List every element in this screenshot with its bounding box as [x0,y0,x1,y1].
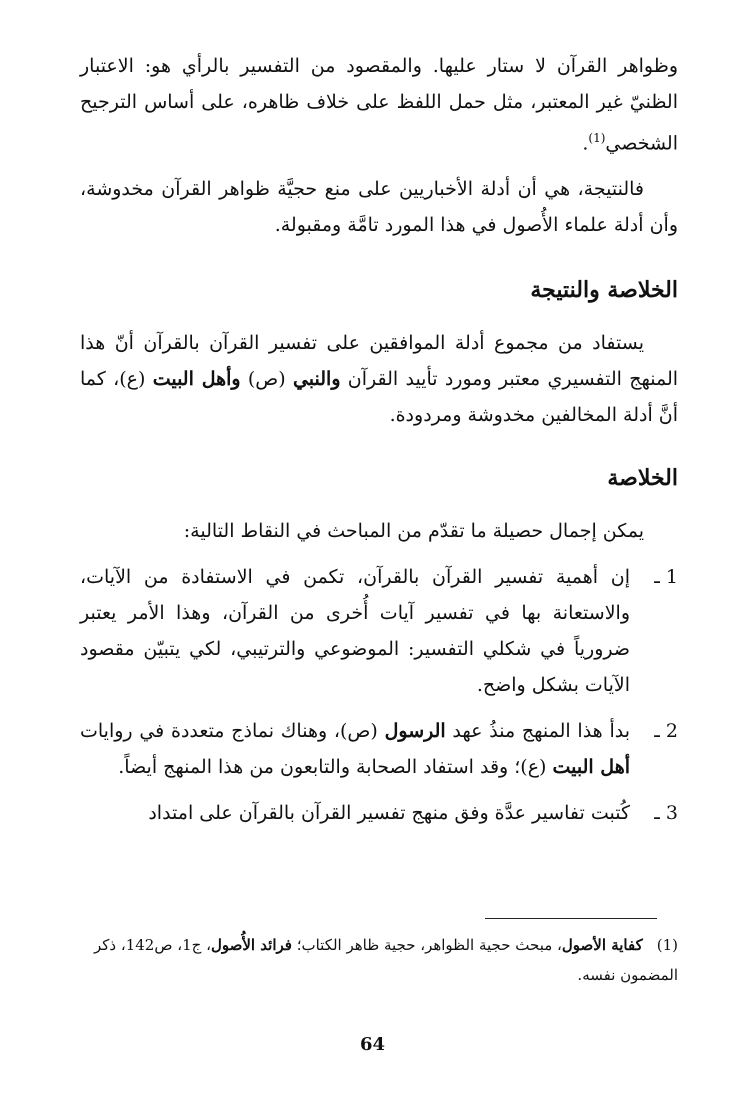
list-item [80,795,678,831]
item-2-text-c: (ص)، وهناك نماذج متعددة في روايات [80,720,385,743]
summary-text-3: (ع)، كما أنَّ أدلة المخالفين مخدوشة ومردودة. [80,368,678,427]
item-2-text-e: (ع)؛ وقد استفاد الصحابة والتابعون من هذا المنهج أيضاً. [118,756,553,779]
summary-text-1: يستفاد من مجموع أدلة الموافقين على تفسير القرآن بالقرآن أنّ هذا المنهج التفسيري معتبر ومورد تأييد القرآن [80,332,679,391]
footnote-bold-source-1: كفاية الأصول [561,936,643,954]
paragraph-summary-result [80,325,678,433]
list-item-text: إن أهمية تفسير القرآن بالقرآن، تكمن في الاستفادة من الآيات، والاستعانة بها في تفسير آيات أُخرى من القرآن، وهذا الأمر يعتبر ضرورياً في شكلي التفسير: الموضوعي والترتيبي، لكي يتبيّن مقصود الآيات بشكل واضح. [80,566,630,697]
item-2-bold-messenger: الرسول [384,720,446,743]
footnote-ref[interactable]: (1) [588,131,606,145]
list-item-number: 2 ـ [654,720,678,743]
summary-bold-prophet: والنبي [292,368,341,391]
list-item [80,713,678,785]
summary-intro: يمكن إجمال حصيلة ما تقدّم من المباحث في النقاط التالية: [183,520,644,543]
list-item-number: 3 ـ [654,802,678,825]
footnote-text-1: ، مبحث حجية الظواهر، حجية ظاهر الكتاب؛ [291,936,562,954]
paragraph-1 [80,48,678,161]
page-body [80,48,678,841]
page-number: 64 [359,1034,386,1055]
paragraph-1-text: وظواهر القرآن لا ستار عليها. والمقصود من التفسير بالرأي هو: الاعتبار الظنيّ غير المعتبر، مثل حمل اللفظ على خلاف ظاهره، على أساس الترجيح الشخصي [80,55,679,155]
list-item [80,559,678,703]
footnote-bold-source-2: فرائد الأُصول [210,936,292,954]
paragraph-1-end: . [582,132,589,155]
list-item-number: 1 ـ [654,566,678,589]
section-heading-summary-result: الخلاصة والنتيجة [530,277,678,304]
paragraph-2: فالنتيجة، هي أن أدلة الأخباريين على منع حجيَّة ظواهر القرآن مخدوشة، وأن أدلة علماء الأُصول في هذا المورد تامَّة ومقبولة. [80,178,678,237]
summary-bold-ahl-bayt: وأهل البيت [152,368,241,391]
section-heading-summary: الخلاصة [607,465,678,492]
list-item-text: كُتبت تفاسير عدَّة وفق منهج تفسير القرآن بالقرآن على امتداد [148,802,630,825]
item-2-text-a: بدأ هذا المنهج منذُ عهد [445,720,630,743]
footnote-text-2: ، ج1، ص142، ذكر المضمون نفسه. [93,936,678,984]
summary-text-2: (ص) [240,368,293,391]
list-item-text [80,713,630,785]
footnote-number: (1) [656,936,678,954]
footnote [80,930,678,990]
item-2-bold-ahl-bayt: أهل البيت [552,756,630,779]
footnote-divider [485,918,657,919]
